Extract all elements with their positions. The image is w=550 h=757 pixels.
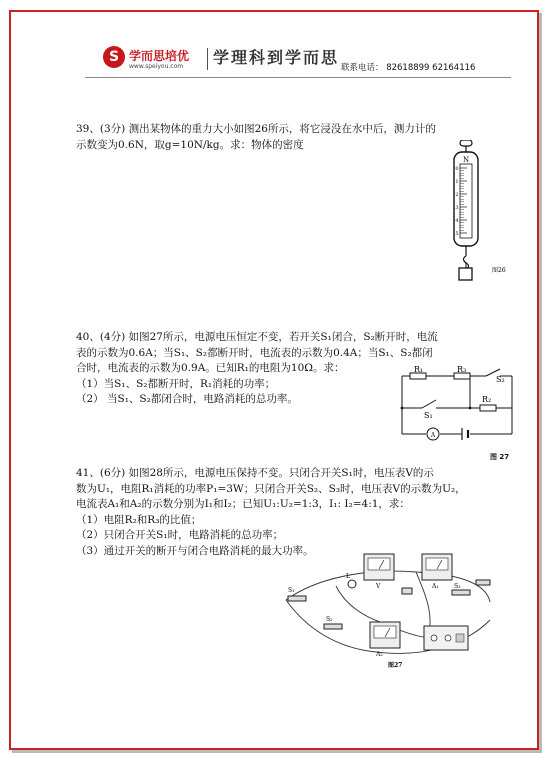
q40-line2: 表的示数为0.6A；当S₁、S₂都断开时，电流表的示数为0.4A；当S₁、S₂都闭 [76,346,433,359]
power-supply [424,626,468,650]
label-s2: S₂ [496,375,505,384]
scale-hook-top-icon [460,140,472,146]
q39-line1: 39、(3分) 测出某物体的重力大小如图26所示，将它浸没在水中后，测力计的 [76,123,436,135]
label-r1: R₁ [414,365,424,374]
scale-tick-label: 3 [455,205,459,211]
switch-s2-icon [324,624,342,629]
scale-tick-label: 1 [455,179,459,185]
label-ammeter: A [430,432,436,439]
label-a1: A₁ [432,583,439,590]
ammeter-a1 [422,554,452,580]
q41-sub1: （1）电阻R₂和R₃的比值； [76,513,202,526]
scale-tick-label: 0 [455,166,459,172]
question-39 [76,122,486,153]
label-v: V [376,583,381,590]
brand-url: www.speiyou.com [129,63,184,70]
label-a2: A₂ [376,651,383,658]
q39-line2: 示数变为0.6N，取g=10N/kg。求：物体的密度 [76,138,304,151]
q41-line2: 数为U₁，电阻R₁消耗的功率P₁=3W；只闭合开关S₂、S₃时，电压表V的示数为U₂， [76,482,466,495]
q41-sub2: （2）只闭合开关S₁时，电路消耗的总功率； [76,529,284,541]
label-s3: S₃ [454,583,461,590]
switch-s1 [422,400,436,408]
label-s1: S₁ [424,411,433,420]
scale-tick-label: 5 [455,231,459,237]
brand-name: 学而思培优 [129,49,190,63]
q41-sub3: （3）通过开关的断开与闭合电路消耗的最大功率。 [76,544,314,557]
slogan: 学理科到学而思 [213,48,340,67]
q41-line1: 41、(6分) 如图28所示，电源电压保持不变。只闭合开关S₁时，电压表V的示 [76,467,434,479]
resistor-icon [402,588,412,594]
spring-scale-figure [440,140,510,282]
switch-s3-icon [452,590,470,595]
label-s1: S₁ [288,587,295,594]
brand-logo-icon: S [103,46,125,68]
scale-tick-label: 4 [455,218,459,224]
circuit-figure-27 [396,364,518,450]
ammeter-a2 [370,622,400,648]
label-r3: R₃ [457,365,467,374]
figure-27-caption: 图 27 [490,453,510,461]
resistor-r2 [480,405,496,411]
q40-sub2: （2） 当S₁、S₂都闭合时，电路消耗的总功率。 [76,393,298,405]
q40-sub1: （1）当S₁、S₂都断开时，R₁消耗的功率； [76,377,276,390]
scale-tick-label: 2 [455,192,459,198]
phone-numbers: 联系电话： 82618899 62164116 [341,63,476,73]
scale-unit: N [462,156,470,164]
figure-28-caption: 图27 [388,662,403,669]
label-r2: R₂ [482,395,492,404]
switch-s1-icon [288,596,306,601]
label-s2: S₂ [326,616,333,623]
lamp-icon [348,580,356,588]
figure-26-caption: 图26 [492,267,506,274]
q40-line3: 合时，电流表的示数为0.9A。已知R₁的电阻为10Ω。求： [76,362,345,374]
page-header [11,12,537,82]
header-rule [85,77,511,78]
weight-block [459,268,472,280]
q41-line3: 电流表A₁和A₂的示数分别为I₁和I₂；已知U₁:U₂=1:3，I₁: I₂=4:1，求： [76,498,410,510]
apparatus-figure-28 [276,548,498,670]
q40-line1: 40、(4分) 如图27所示，电源电压恒定不变，若开关S₁闭合，S₂断开时，电流 [76,331,438,343]
header-divider [207,48,208,70]
label-l: L [346,573,350,580]
switch-extra-icon [476,580,490,585]
question-41 [76,466,516,559]
voltmeter-v [364,554,394,580]
